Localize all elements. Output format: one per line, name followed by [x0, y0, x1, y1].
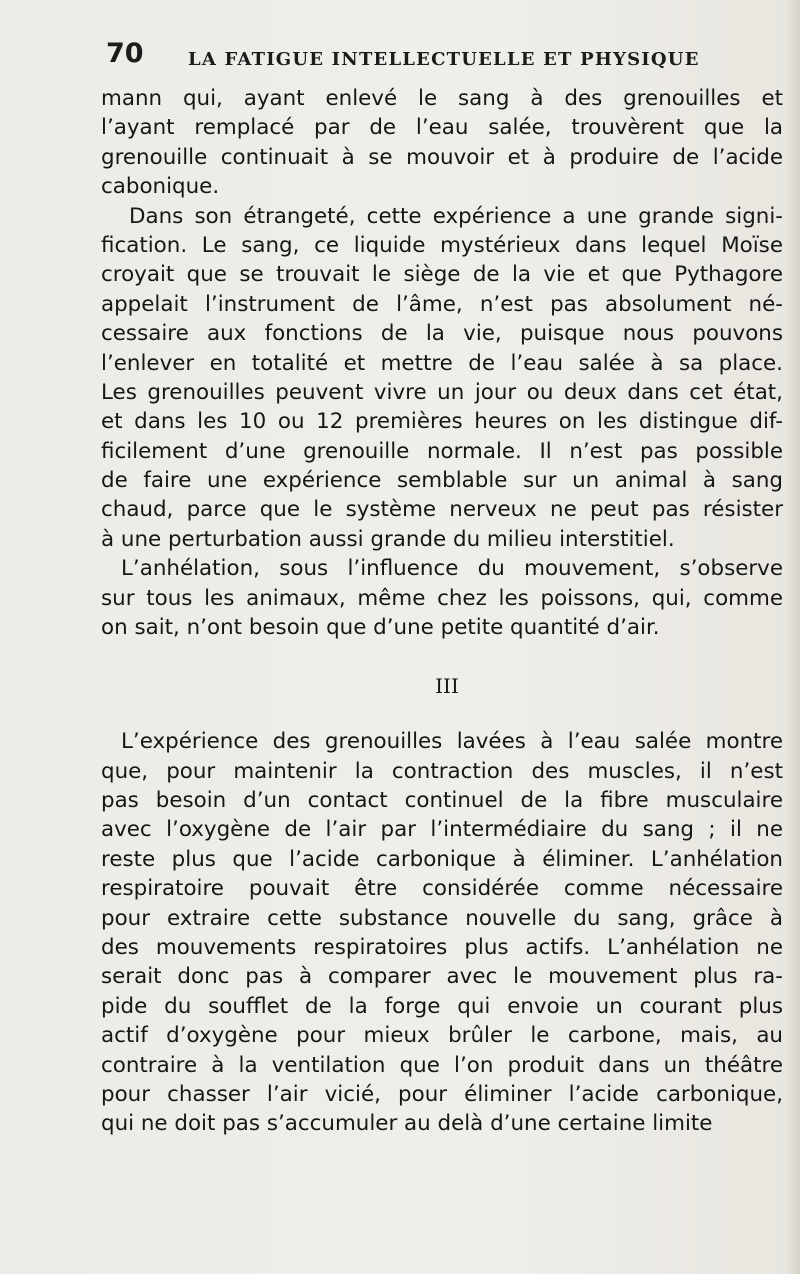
- text-line: et dans les 10 ou 12 premières heures on les distingue dif-: [101, 409, 783, 435]
- text-line: qui ne doit pas s’accumuler au delà d’une certaine limite: [101, 1111, 713, 1137]
- text-line: L’expérience des grenouilles lavées à l’eau salée montre: [121, 729, 783, 755]
- text-line: chaud, parce que le système nerveux ne peut pas résister: [101, 497, 783, 523]
- section-number: III: [435, 673, 459, 698]
- text-line: L’anhélation, sous l’influence du mouvement, s’observe: [121, 556, 783, 582]
- text-line: pour chasser l’air vicié, pour éliminer l’acide carbonique,: [101, 1081, 783, 1107]
- body-text: [101, 84, 783, 1139]
- running-head: [106, 38, 766, 78]
- text-line: Dans son étrangeté, cette expérience a une grande signi-: [129, 203, 783, 229]
- text-line: on sait, n’ont besoin que d’une petite quantité d’air.: [101, 615, 660, 641]
- text-line: sur tous les animaux, même chez les poissons, qui, comme: [101, 585, 783, 611]
- text-line: grenouille continuait à se mouvoir et à produire de l’acide: [101, 144, 783, 170]
- text-line: appelait l’instrument de l’âme, n’est pas absolument né-: [101, 291, 783, 317]
- paragraph-1: [101, 84, 783, 202]
- text-line: serait donc pas à comparer avec le mouvement plus ra-: [101, 964, 783, 990]
- text-line: de faire une expérience semblable sur un animal à sang: [101, 468, 783, 494]
- text-line: ficilement d’une grenouille normale. Il n’est pas possible: [101, 438, 783, 464]
- text-line: cabonique.: [101, 174, 220, 200]
- text-line: contraire à la ventilation que l’on produit dans un théâtre: [101, 1052, 783, 1078]
- text-line: que, pour maintenir la contraction des muscles, il n’est: [101, 758, 783, 784]
- text-line: respiratoire pouvait être considérée comme nécessaire: [101, 876, 783, 902]
- text-line: reste plus que l’acide carbonique à éliminer. L’anhélation: [101, 846, 783, 872]
- text-line: l’ayant remplacé par de l’eau salée, trouvèrent que la: [101, 115, 783, 141]
- text-line: cessaire aux fonctions de la vie, puisque nous pouvons: [101, 321, 783, 347]
- paragraph-4: [101, 727, 783, 1138]
- page-edge-shadow: [786, 0, 800, 1274]
- text-line: croyait que se trouvait le siège de la vie et que Pythagore: [101, 262, 783, 288]
- text-line: des mouvements respiratoires plus actifs. L’anhélation ne: [101, 934, 783, 960]
- paragraph-2: [101, 202, 783, 555]
- text-line: actif d’oxygène pour mieux brûler le carbone, mais, au: [101, 1023, 783, 1049]
- text-line: pas besoin d’un contact continuel de la fibre musculaire: [101, 787, 783, 813]
- text-line: avec l’oxygène de l’air par l’intermédiaire du sang ; il ne: [101, 817, 783, 843]
- running-title: LA FATIGUE INTELLECTUELLE ET PHYSIQUE: [188, 49, 700, 70]
- text-line: fication. Le sang, ce liquide mystérieux dans lequel Moïse: [101, 232, 783, 258]
- text-line: pide du soufflet de la forge qui envoie un courant plus: [101, 993, 783, 1019]
- page-number: 70: [106, 38, 144, 69]
- text-line: mann qui, ayant enlevé le sang à des grenouilles et: [101, 86, 783, 111]
- text-line: à une perturbation aussi grande du milieu interstitiel.: [101, 526, 675, 552]
- text-line: pour extraire cette substance nouvelle du sang, grâce à: [101, 905, 783, 931]
- text-line: l’enlever en totalité et mettre de l’eau salée à sa place.: [101, 350, 783, 376]
- paragraph-3: [101, 554, 783, 642]
- text-line: Les grenouilles peuvent vivre un jour ou deux dans cet état,: [101, 379, 783, 405]
